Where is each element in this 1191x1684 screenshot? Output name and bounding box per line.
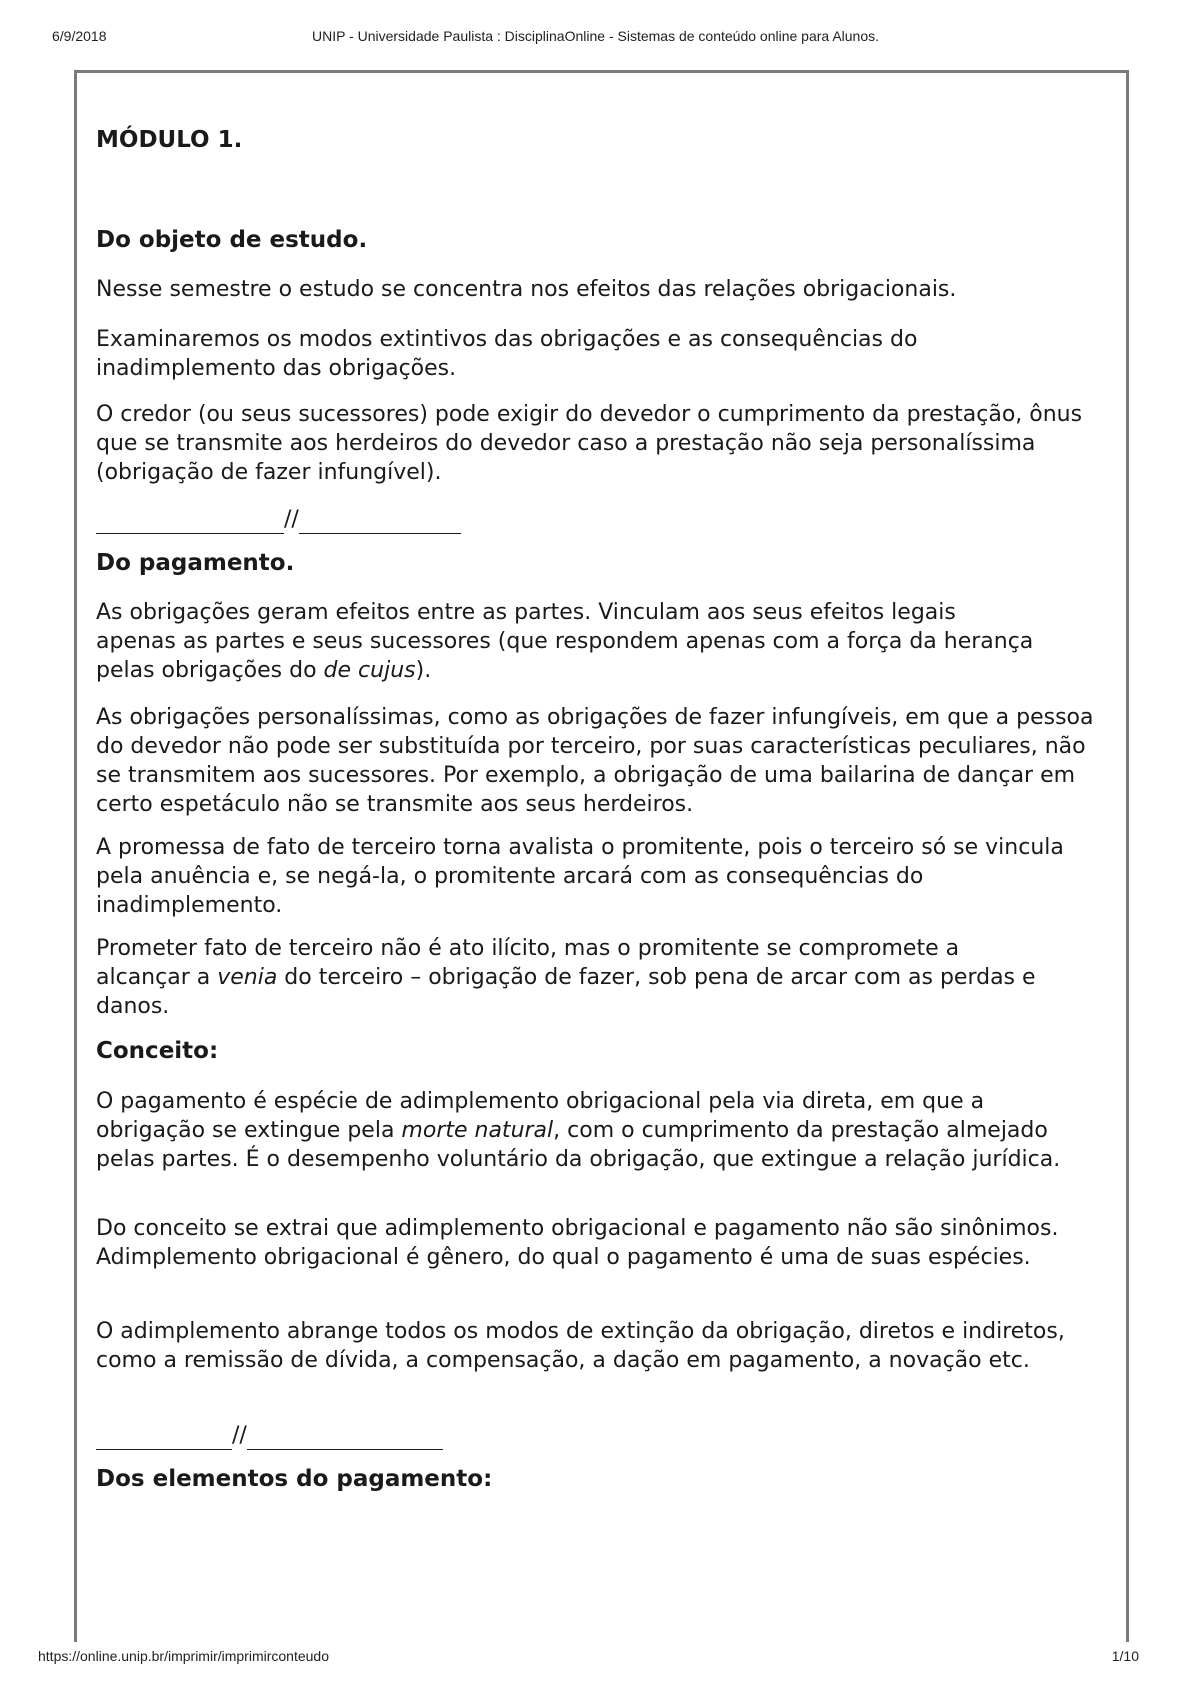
section-heading-conceito: Conceito: — [96, 1038, 219, 1064]
paragraph: O adimplemento abrange todos os modos de extinção da obrigação, diretos e indiretos, como a remissão de dívida, a compensação, a dação em pagamento, a novação etc. — [96, 1319, 1065, 1373]
paragraph: Examinaremos os modos extintivos das obrigações e as consequências do inadimplemento das obrigações. — [96, 327, 918, 381]
module-title: MÓDULO 1. — [96, 127, 243, 153]
print-date: 6/9/2018 — [52, 28, 107, 44]
print-footer — [38, 1648, 1139, 1668]
separator-line: // — [96, 505, 461, 535]
section-heading-elementos: Dos elementos do pagamento: — [96, 1466, 493, 1492]
page-number: 1/10 — [1111, 1648, 1139, 1664]
print-header — [52, 28, 1139, 48]
separator-line: // — [96, 1421, 443, 1451]
section-heading-pagamento: Do pagamento. — [96, 550, 295, 576]
paragraph: Nesse semestre o estudo se concentra nos efeitos das relações obrigacionais. — [96, 277, 957, 302]
section-heading-objeto: Do objeto de estudo. — [96, 227, 368, 253]
paragraph: Do conceito se extrai que adimplemento obrigacional e pagamento não são sinônimos. Adimplemento obrigacional é gênero, do qual o pagamento é uma de suas espécies. — [96, 1216, 1059, 1270]
paragraph: As obrigações geram efeitos entre as partes. Vinculam aos seus efeitos legais apenas as partes e seus sucessores (que respondem apenas com a força da herança pelas obrigações do de cujus). — [96, 600, 1034, 683]
paragraph: As obrigações personalíssimas, como as obrigações de fazer infungíveis, em que a pessoa do devedor não pode ser substituída por terceiro, por suas características peculiares, não se transmitem aos sucessores. Por exemplo, a obrigação de uma bailarina de dançar em certo espetáculo não se transmite aos seus herdeiros. — [96, 705, 1094, 817]
paragraph: Prometer fato de terceiro não é ato ilícito, mas o promitente se compromete a alcançar a venia do terceiro – obrigação de fazer, sob pena de arcar com as perdas e danos. — [96, 936, 1036, 1019]
print-url: https://online.unip.br/imprimir/imprimirconteudo — [38, 1648, 329, 1664]
print-title: UNIP - Universidade Paulista : DisciplinaOnline - Sistemas de conteúdo online para Alunos. — [311, 28, 880, 44]
paragraph: O credor (ou seus sucessores) pode exigir do devedor o cumprimento da prestação, ônus que se transmite aos herdeiros do devedor caso a prestação não seja personalíssima (obrigação de fazer infungível). — [96, 402, 1083, 485]
paragraph: O pagamento é espécie de adimplemento obrigacional pela via direta, em que a obrigação se extingue pela morte natural, com o cumprimento da prestação almejado pelas partes. É o desempenho voluntário da obrigação, que extingue a relação jurídica. — [96, 1089, 1061, 1172]
paragraph: A promessa de fato de terceiro torna avalista o promitente, pois o terceiro só se vincula pela anuência e, se negá-la, o promitente arcará com as consequências do inadimplemento. — [96, 835, 1064, 918]
